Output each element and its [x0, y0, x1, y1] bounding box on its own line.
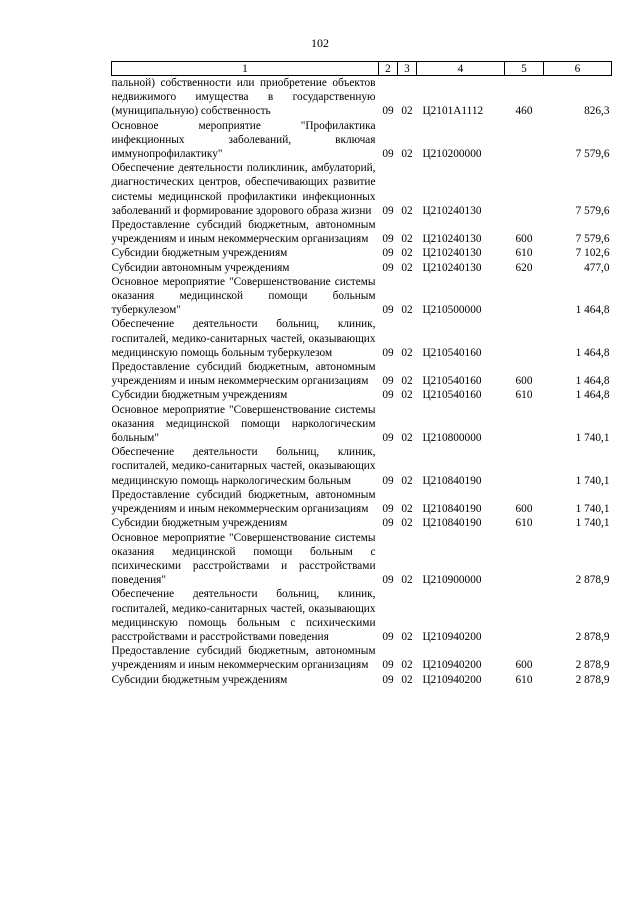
table-row [112, 218, 612, 246]
row-amount-cell: 2 878,9 [575, 574, 610, 587]
row-target-article-cell: Ц210240130 [422, 261, 482, 274]
table-row [112, 516, 612, 530]
table-row [112, 531, 612, 588]
row-name-cell: Субсидии бюджетным учреждениям [111, 247, 288, 260]
row-expense-type-cell [505, 275, 544, 318]
column-header-1: 1 [112, 62, 379, 76]
row-target-article-cell: Ц210240130 [422, 247, 482, 260]
row-amount-cell: 7 102,6 [575, 247, 610, 260]
table-body [112, 76, 612, 687]
table-row [112, 644, 612, 672]
row-subsection-cell: 02 [401, 503, 413, 516]
row-name-cell: Основное мероприятие "Совершенствование системы оказания медицинской помощи больным туберкулезом" [111, 275, 376, 317]
row-target-article-cell: Ц210840190 [422, 474, 482, 487]
row-expense-type-cell: 610 [515, 247, 533, 260]
table-row [112, 261, 612, 275]
row-target-article-cell: Ц210840190 [422, 503, 482, 516]
row-subsection-cell: 02 [401, 517, 413, 530]
row-amount-cell: 1 464,8 [575, 375, 610, 388]
row-amount-cell: 2 878,9 [575, 630, 610, 643]
row-expense-type-cell [505, 403, 544, 446]
page-number: 102 [311, 36, 329, 50]
row-amount-cell: 1 464,8 [575, 389, 610, 402]
row-section-cell: 09 [382, 105, 394, 118]
row-amount-cell: 2 878,9 [575, 659, 610, 672]
row-amount-cell: 7 579,6 [575, 148, 610, 161]
table-header [112, 62, 612, 76]
row-name-cell: Субсидии бюджетным учреждениям [111, 673, 288, 686]
row-expense-type-cell: 600 [515, 233, 533, 246]
row-subsection-cell: 02 [401, 247, 413, 260]
row-name-cell: Обеспечение деятельности больниц, клиник, госпиталей, медико-санитарных частей, оказывающих медицинскую помощь больным с психическими расстройствами и расстройствами поведения [111, 588, 376, 643]
row-section-cell: 09 [382, 304, 394, 317]
row-expense-type-cell: 620 [515, 261, 533, 274]
table-row [112, 360, 612, 388]
row-section-cell: 09 [382, 474, 394, 487]
row-subsection-cell: 02 [401, 233, 413, 246]
row-expense-type-cell [505, 531, 544, 588]
row-target-article-cell: Ц210940200 [422, 630, 482, 643]
row-section-cell: 09 [382, 233, 394, 246]
row-amount-cell: 7 579,6 [575, 233, 610, 246]
table-row [112, 246, 612, 260]
row-section-cell: 09 [382, 389, 394, 402]
row-target-article-cell: Ц210500000 [422, 304, 482, 317]
row-amount-cell: 2 878,9 [575, 673, 610, 686]
row-subsection-cell: 02 [401, 261, 413, 274]
row-target-article-cell: Ц210240130 [422, 204, 482, 217]
row-amount-cell: 1 740,1 [575, 503, 610, 516]
row-section-cell: 09 [382, 503, 394, 516]
row-subsection-cell: 02 [401, 659, 413, 672]
table-row [112, 388, 612, 402]
row-name-cell: Основное мероприятие "Совершенствование системы оказания медицинской помощи больным с психическими расстройствами и расстройствами поведения" [111, 531, 376, 587]
row-amount-cell: 1 740,1 [575, 517, 610, 530]
row-section-cell: 09 [382, 346, 394, 359]
row-name-cell: Обеспечение деятельности больниц, клиник, госпиталей, медико-санитарных частей, оказывающих медицинскую помощь наркологическим больным [111, 446, 376, 487]
row-amount-cell: 7 579,6 [575, 204, 610, 217]
table-row [112, 587, 612, 644]
row-target-article-cell: Ц210940200 [422, 659, 482, 672]
row-name-cell: Основное мероприятие "Совершенствование системы оказания медицинской помощи наркологическим больным" [111, 403, 376, 445]
row-section-cell: 09 [382, 574, 394, 587]
row-expense-type-cell [505, 317, 544, 360]
row-subsection-cell: 02 [401, 375, 413, 388]
row-expense-type-cell: 610 [515, 673, 533, 686]
row-expense-type-cell: 610 [515, 517, 533, 530]
row-amount-cell: 1 740,1 [575, 474, 610, 487]
row-subsection-cell: 02 [401, 204, 413, 217]
row-name-cell: Основное мероприятие "Профилактика инфекционных заболеваний, включая иммунопрофилактику" [111, 119, 376, 161]
row-amount-cell: 1 464,8 [575, 304, 610, 317]
row-expense-type-cell: 610 [515, 389, 533, 402]
row-subsection-cell: 02 [401, 105, 413, 118]
row-target-article-cell: Ц210540160 [422, 346, 482, 359]
row-amount-cell: 477,0 [584, 261, 610, 274]
row-amount-cell: 826,3 [584, 105, 610, 118]
table-row [112, 76, 612, 119]
column-header-5: 5 [505, 62, 544, 76]
row-section-cell: 09 [382, 247, 394, 260]
row-target-article-cell: Ц210940200 [422, 673, 482, 686]
row-name-cell: Предоставление субсидий бюджетным, автономным учреждениям и иным некоммерческим организациям [111, 645, 376, 672]
table-row [112, 275, 612, 318]
row-section-cell: 09 [382, 432, 394, 445]
table-row [112, 673, 612, 687]
row-amount-cell: 1 464,8 [575, 346, 610, 359]
row-name-cell: Обеспечение деятельности больниц, клиник, госпиталей, медико-санитарных частей, оказывающих медицинскую помощь больным туберкулезом [111, 318, 376, 359]
row-expense-type-cell: 600 [515, 503, 533, 516]
table-row [112, 403, 612, 446]
row-subsection-cell: 02 [401, 673, 413, 686]
row-name-cell: Субсидии бюджетным учреждениям [111, 517, 288, 530]
row-target-article-cell: Ц210240130 [422, 233, 482, 246]
row-subsection-cell: 02 [401, 630, 413, 643]
row-expense-type-cell [505, 445, 544, 488]
row-expense-type-cell: 600 [515, 375, 533, 388]
row-expense-type-cell [505, 119, 544, 162]
row-section-cell: 09 [382, 630, 394, 643]
row-target-article-cell: Ц210800000 [422, 432, 482, 445]
row-name-cell: Обеспечение деятельности поликлиник, амбулаторий, диагностических центров, обеспечивающих развитие системы медицинской профилактики инфекционных заболеваний и формирование здорового образа жизни [111, 162, 376, 217]
row-section-cell: 09 [382, 659, 394, 672]
table-row [112, 488, 612, 516]
table-row [112, 317, 612, 360]
column-header-4: 4 [417, 62, 505, 76]
row-expense-type-cell: 460 [515, 105, 533, 118]
row-expense-type-cell: 600 [515, 659, 533, 672]
row-name-cell: пальной) собственности или приобретение объектов недвижимого имущества в государственную (муниципальную) собственность [111, 77, 376, 118]
row-target-article-cell: Ц2101А1112 [422, 105, 484, 118]
row-subsection-cell: 02 [401, 474, 413, 487]
row-subsection-cell: 02 [401, 574, 413, 587]
column-header-3: 3 [398, 62, 417, 76]
row-section-cell: 09 [382, 673, 394, 686]
row-section-cell: 09 [382, 148, 394, 161]
row-target-article-cell: Ц210540160 [422, 389, 482, 402]
table-row [112, 161, 612, 218]
column-header-2: 2 [379, 62, 398, 76]
row-section-cell: 09 [382, 261, 394, 274]
column-header-6: 6 [544, 62, 612, 76]
row-expense-type-cell [505, 161, 544, 218]
row-name-cell: Субсидии автономным учреждениям [111, 261, 290, 274]
budget-table [111, 61, 612, 687]
row-target-article-cell: Ц210900000 [422, 574, 482, 587]
row-expense-type-cell [505, 587, 544, 644]
row-name-cell: Предоставление субсидий бюджетным, автономным учреждениям и иным некоммерческим организациям [111, 219, 376, 246]
row-subsection-cell: 02 [401, 346, 413, 359]
row-subsection-cell: 02 [401, 389, 413, 402]
table-row [112, 119, 612, 162]
row-name-cell: Субсидии бюджетным учреждениям [111, 389, 288, 402]
row-target-article-cell: Ц210200000 [422, 148, 482, 161]
row-section-cell: 09 [382, 375, 394, 388]
row-subsection-cell: 02 [401, 148, 413, 161]
row-section-cell: 09 [382, 204, 394, 217]
row-subsection-cell: 02 [401, 304, 413, 317]
table-row [112, 445, 612, 488]
row-target-article-cell: Ц210840190 [422, 517, 482, 530]
row-name-cell: Предоставление субсидий бюджетным, автономным учреждениям и иным некоммерческим организациям [111, 361, 376, 388]
row-section-cell: 09 [382, 517, 394, 530]
row-name-cell: Предоставление субсидий бюджетным, автономным учреждениям и иным некоммерческим организациям [111, 488, 376, 516]
row-amount-cell: 1 740,1 [575, 432, 610, 445]
row-target-article-cell: Ц210540160 [422, 375, 482, 388]
row-subsection-cell: 02 [401, 432, 413, 445]
